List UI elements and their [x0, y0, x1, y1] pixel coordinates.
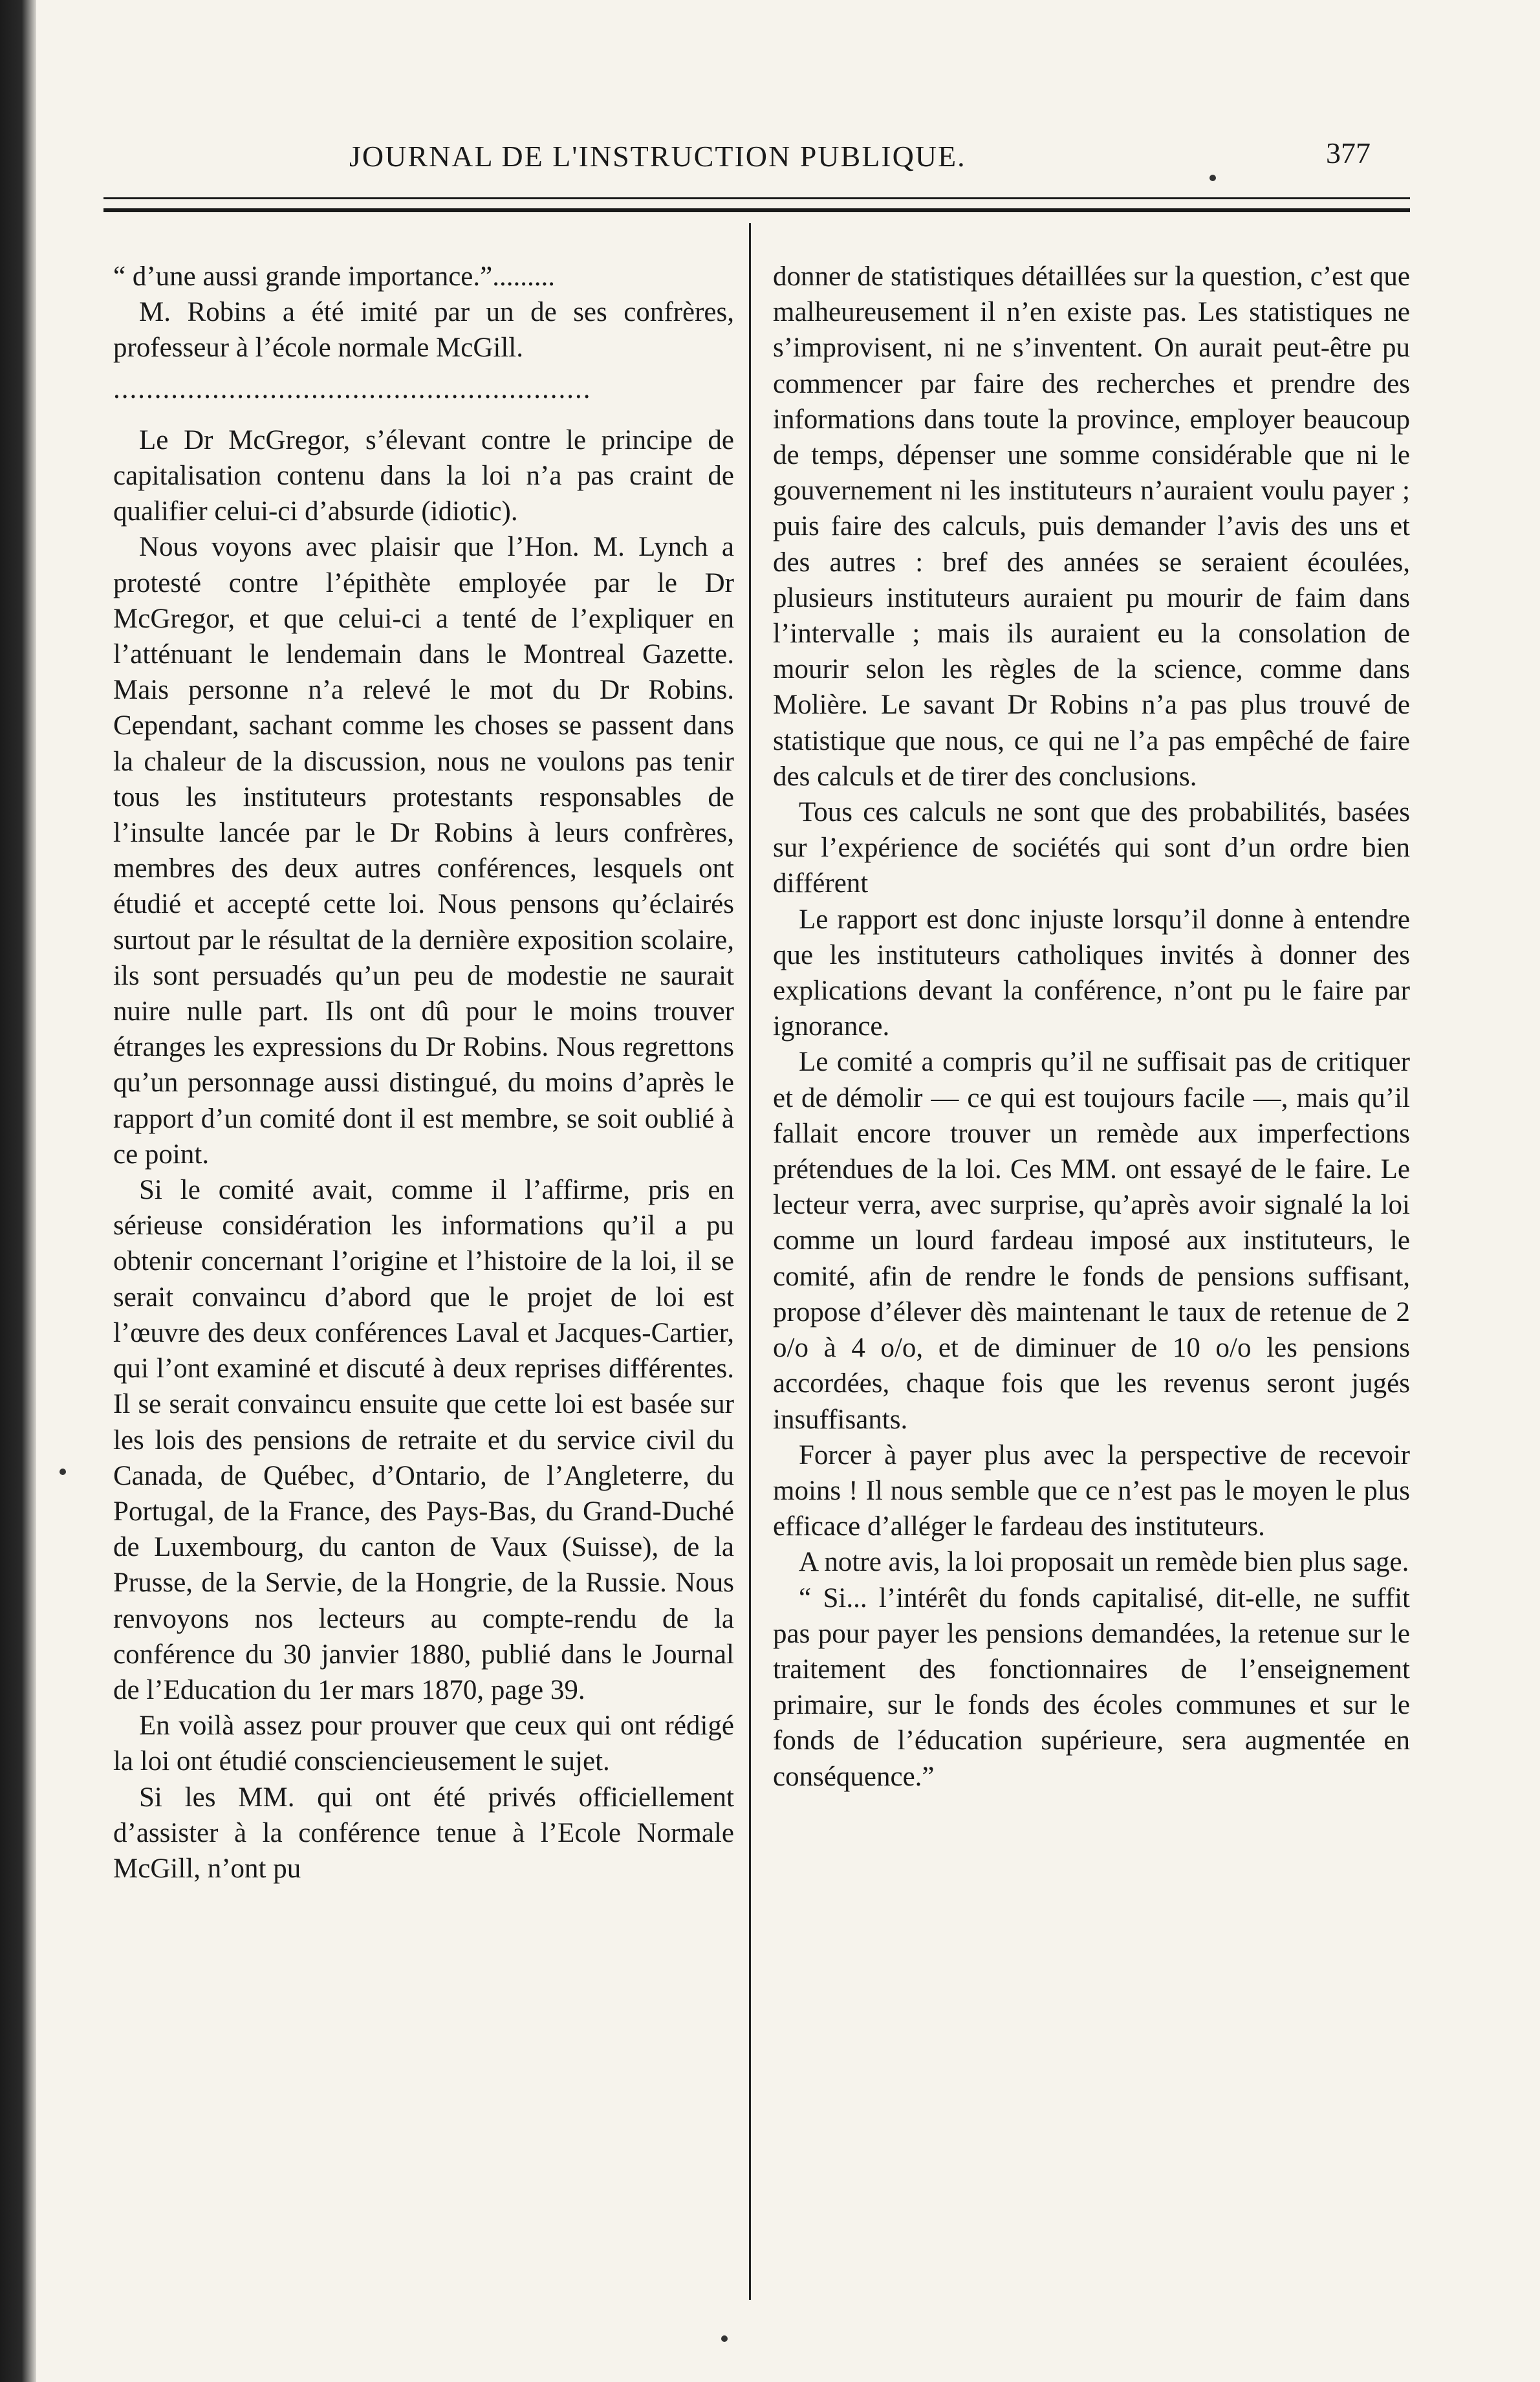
right-paragraph-2: Tous ces calculs ne sont que des probabilités, basées sur l’expérience de sociétés qui sont d’un ordre bien différent — [773, 797, 1410, 899]
ink-speck — [721, 2335, 728, 2342]
ink-speck — [1209, 175, 1216, 181]
right-column — [773, 259, 1410, 1795]
right-paragraph-6: A notre avis, la loi proposait un remède bien plus sage. — [799, 1547, 1409, 1578]
column-divider — [749, 223, 751, 2300]
page-binding-edge — [0, 0, 36, 2382]
left-paragraph-5: Si le comité avait, comme il l’affirme, pris en sérieuse considération les informations qu’il a pu obtenir concernant l’origine et l’histoire de la loi, il se serait convaincu d’abord que le projet de loi est l’œuvre des deux conférences Laval et Jacques-Cartier, qui l’ont examiné et discuté à deux reprises différentes. Il se serait convaincu ensuite que cette loi est basée sur les lois des pensions de retraite et du service civil du Canada, de Québec, d’Ontario, de l’Angleterre, du Portugal, de la France, des Pays-Bas, du Grand-Duché de Luxembourg, du canton de Vaux (Suisse), de la Prusse, de la Servie, de la Hongrie, de la Russie. Nous renvoyons nos lecteurs au compte-rendu de la conférence du 30 janvier 1880, publié dans le Journal de l’Education du 1er mars 1870, page 39. — [113, 1175, 734, 1705]
right-paragraph-7: “ Si... l’intérêt du fonds capitalisé, dit-elle, ne suffit pas pour payer les pensions demandées, la retenue sur le traitement des fonctionnaires de l’enseignement primaire, sur le fonds des écoles communes et sur le fonds de l’éducation supérieure, sera augmentée en conséquence.” — [773, 1582, 1410, 1792]
running-title: JOURNAL DE L'INSTRUCTION PUBLIQUE. — [349, 140, 966, 173]
page-number: 377 — [1326, 137, 1371, 169]
left-ellipsis-separator: .......................................................... — [113, 373, 592, 404]
right-paragraph-1: donner de statistiques détaillées sur la question, c’est que malheureusement il n’en existe pas. Les statistiques ne s’improvisent, ni ne s’inventent. On aurait peut-être pu commencer par faire des recherches et prendre des informations dans toute la province, employer beaucoup de temps, dépenser une somme considérable que ni le gouvernement ni les instituteurs n’auraient voulu payer ; puis faire des calculs, puis demander l’avis des uns et des autres : bref des années se seraient écoulées, plusieurs instituteurs auraient pu mourir de faim dans l’intervalle ; mais ils auraient eu la consolation de mourir selon les règles de la science, comme dans Molière. Le savant Dr Robins n’a pas plus trouvé de statistique que nous, ce qui ne l’a pas empêché de faire des calculs et de tirer des conclusions. — [773, 261, 1410, 792]
left-paragraph-4: Nous voyons avec plaisir que l’Hon. M. Lynch a protesté contre l’épithète employée par le Dr McGregor, et que celui-ci a tenté de l’expliquer en l’atténuant le lendemain dans le Montreal Gazette. Mais personne n’a relevé le mot du Dr Robins. Cependant, sachant comme les choses se passent dans la chaleur de la discussion, nous ne voulons pas tenir tous les instituteurs protestants responsables de l’insulte lancée par le Dr Robins à leurs confrères, membres des deux autres conférences, lesquels ont étudié et accepté cette loi. Nous pensons qu’éclairés surtout par le résultat de la dernière exposition scolaire, ils sont persuadés qu’un peu de modestie ne saurait nuire nulle part. Ils ont dû pour le moins trouver étranges les expressions du Dr Robins. Nous regrettons qu’un personnage aussi distingué, du moins d’après le rapport d’un comité dont il est membre, se soit oublié à ce point. — [113, 532, 734, 1170]
left-paragraph-1: “ d’une aussi grande importance.”......... — [113, 261, 555, 292]
right-paragraph-4: Le comité a compris qu’il ne suffisait pas de critiquer et de démolir — ce qui est toujours facile —, mais qu’il fallait encore trouver un remède aux imperfections prétendues de la loi. Ces MM. ont essayé de le faire. Le lecteur verra, avec surprise, qu’après avoir signalé la loi comme un lourd fardeau imposé aux instituteurs, le comité, afin de rendre le fonds de pensions suffisant, propose d’élever dès maintenant le taux de retenue de 2 o/o à 4 o/o, et de diminuer de 10 o/o les pensions accordées, chaque fois que les revenus seront jugés insuffisants. — [773, 1047, 1410, 1435]
left-paragraph-3: Le Dr McGregor, s’élevant contre le principe de capitalisation contenu dans la loi n’a pas craint de qualifier celui-ci d’absurde (idiotic). — [113, 424, 734, 527]
left-column — [113, 259, 734, 1886]
right-paragraph-5: Forcer à payer plus avec la perspective de recevoir moins ! Il nous semble que ce n’est pas le moyen le plus efficace d’alléger le fardeau des instituteurs. — [773, 1439, 1410, 1542]
left-paragraph-7: Si les MM. qui ont été privés officiellement d’assister à la conférence tenue à l’Ecole Normale McGill, n’ont pu — [113, 1782, 734, 1884]
ink-speck — [60, 1469, 66, 1475]
left-paragraph-6: En voilà assez pour prouver que ceux qui ont rédigé la loi ont étudié consciencieusement le sujet. — [113, 1710, 734, 1777]
left-paragraph-2: M. Robins a été imité par un de ses confrères, professeur à l’école normale McGill. — [113, 297, 734, 364]
right-paragraph-3: Le rapport est donc injuste lorsqu’il donne à entendre que les instituteurs catholiques invités à donner des explications devant la conférence, n’ont pu le faire par ignorance. — [773, 904, 1410, 1042]
header-rule-thick — [103, 208, 1410, 212]
header-rule-thin — [103, 197, 1410, 199]
